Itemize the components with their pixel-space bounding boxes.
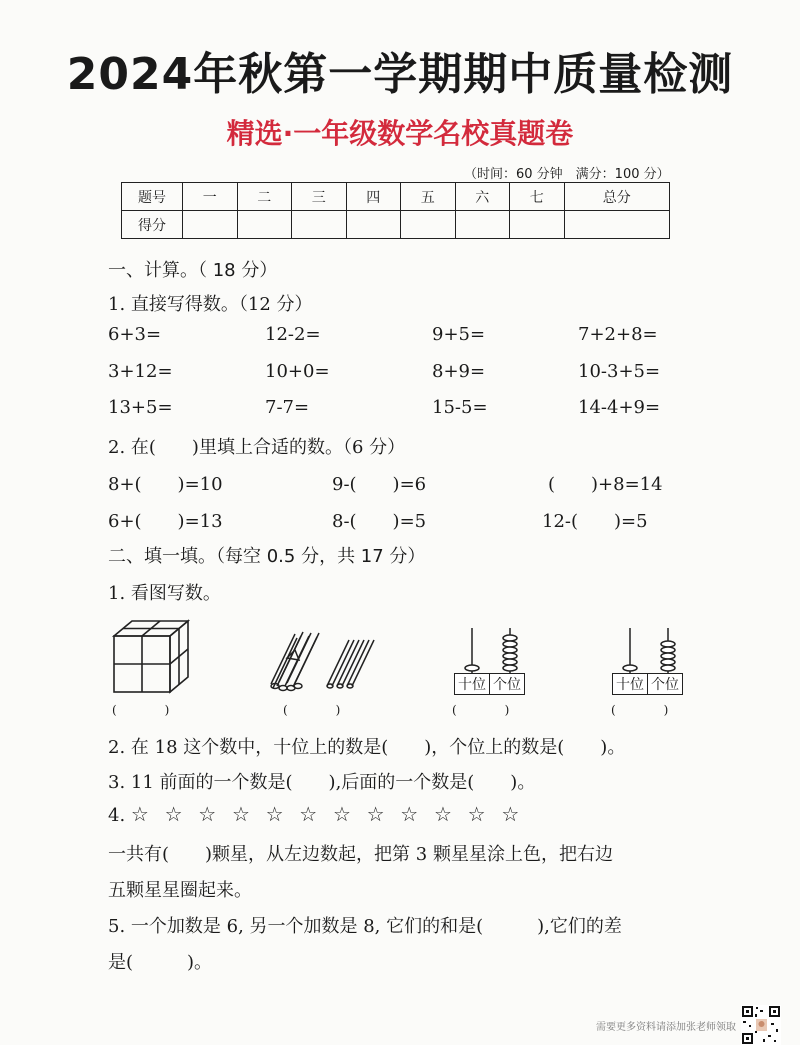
answer-blank[interactable]: ( ) <box>112 703 170 717</box>
score-header-cell: 五 <box>401 183 456 211</box>
score-table-score-row <box>122 211 670 239</box>
page-subtitle: 精选·一年级数学名校真题卷 <box>226 117 574 150</box>
equation: 12-2= <box>265 324 321 345</box>
star-icon: ☆ <box>231 802 250 826</box>
equation: 7+2+8= <box>578 324 658 345</box>
abacus-figure-2 <box>610 626 690 696</box>
score-cell[interactable] <box>183 211 238 239</box>
star-icon: ☆ <box>299 802 318 826</box>
star-icon: ☆ <box>433 802 452 826</box>
abacus-figure-1 <box>452 626 532 696</box>
question-2-5-line-2: 是( )。 <box>108 952 213 973</box>
question-number: 4. <box>108 805 126 826</box>
star-icon: ☆ <box>164 802 183 826</box>
equation: 7-7= <box>265 397 310 418</box>
fill-blank-equation[interactable]: 8+( )=10 <box>108 474 223 495</box>
ones-label: 个位 <box>493 677 521 693</box>
equation: 8+9= <box>432 361 486 382</box>
score-header-cell: 七 <box>510 183 565 211</box>
star-icon: ☆ <box>366 802 385 826</box>
score-cell[interactable] <box>455 211 510 239</box>
answer-blank[interactable]: ( ) <box>611 703 669 717</box>
equation: 15-5= <box>432 397 488 418</box>
fill-blank-equation[interactable]: 12-( )=5 <box>542 511 648 532</box>
cube-figure <box>112 618 190 696</box>
star-icon: ☆ <box>332 802 351 826</box>
fill-blank-equation[interactable]: ( )+8=14 <box>548 474 663 495</box>
score-cell[interactable] <box>401 211 456 239</box>
question-2-2: 2. 在 18 这个数中，十位上的数是( )，个位上的数是( )。 <box>108 737 626 758</box>
ones-label: 个位 <box>651 677 679 693</box>
question-2-1-title: 1. 看图写数。 <box>108 583 221 604</box>
score-row-label: 得分 <box>122 211 183 239</box>
question-2-3: 3. 11 前面的一个数是( ),后面的一个数是( )。 <box>108 772 536 793</box>
score-table <box>121 182 670 239</box>
score-cell[interactable] <box>510 211 565 239</box>
score-header-cell: 三 <box>292 183 347 211</box>
score-cell[interactable] <box>564 211 670 239</box>
score-header-cell: 总分 <box>564 183 670 211</box>
score-header-cell: 题号 <box>122 183 183 211</box>
equation: 6+3= <box>108 324 162 345</box>
question-2-5-line-1: 5. 一个加数是 6, 另一个加数是 8, 它们的和是( ),它们的差 <box>108 916 622 937</box>
fill-blank-equation[interactable]: 6+( )=13 <box>108 511 223 532</box>
equation: 10-3+5= <box>578 361 661 382</box>
question-2-4-line-2: 五颗星星圈起来。 <box>108 880 252 901</box>
star-icon: ☆ <box>198 802 217 826</box>
star-icon: ☆ <box>130 802 149 826</box>
question-1-1-title: 1. 直接写得数。（12 分） <box>108 294 313 315</box>
tens-label: 十位 <box>455 674 490 694</box>
equation: 9+5= <box>432 324 486 345</box>
star-icon: ☆ <box>400 802 419 826</box>
equation: 14-4+9= <box>578 397 661 418</box>
answer-blank[interactable]: ( ) <box>283 703 341 717</box>
equation: 13+5= <box>108 397 173 418</box>
score-cell[interactable] <box>346 211 401 239</box>
score-table-header-row <box>122 183 670 211</box>
score-header-cell: 六 <box>455 183 510 211</box>
exam-info: （时间：60 分钟 满分：100 分） <box>464 167 670 182</box>
question-2-4-stars <box>108 802 529 826</box>
question-1-2-title: 2. 在( )里填上合适的数。（6 分） <box>108 437 406 458</box>
answer-blank[interactable]: ( ) <box>452 703 510 717</box>
equation: 3+12= <box>108 361 173 382</box>
sticks-figure <box>265 628 380 693</box>
fill-blank-equation[interactable]: 9-( )=6 <box>332 474 427 495</box>
score-header-cell: 二 <box>237 183 292 211</box>
star-icon: ☆ <box>265 802 284 826</box>
tens-label: 十位 <box>613 674 648 694</box>
score-cell[interactable] <box>292 211 347 239</box>
footer-note: 需要更多资料请添加张老师领取 <box>596 1022 736 1033</box>
qr-code-icon <box>741 1005 781 1045</box>
score-cell[interactable] <box>237 211 292 239</box>
page-title: 2024年秋第一学期期中质量检测 <box>66 49 734 100</box>
section-2-title: 二、填一填。（每空 0.5 分，共 17 分） <box>108 546 426 567</box>
section-1-title: 一、计算。（ 18 分） <box>108 260 278 281</box>
score-header-cell: 四 <box>346 183 401 211</box>
star-icon: ☆ <box>467 802 486 826</box>
equation: 10+0= <box>265 361 330 382</box>
fill-blank-equation[interactable]: 8-( )=5 <box>332 511 427 532</box>
score-header-cell: 一 <box>183 183 238 211</box>
abacus-rods <box>452 626 532 674</box>
question-2-4-line-1: 一共有( )颗星，从左边数起，把第 3 颗星星涂上色，把右边 <box>108 844 613 865</box>
star-icon: ☆ <box>501 802 520 826</box>
abacus-rods <box>610 626 690 674</box>
